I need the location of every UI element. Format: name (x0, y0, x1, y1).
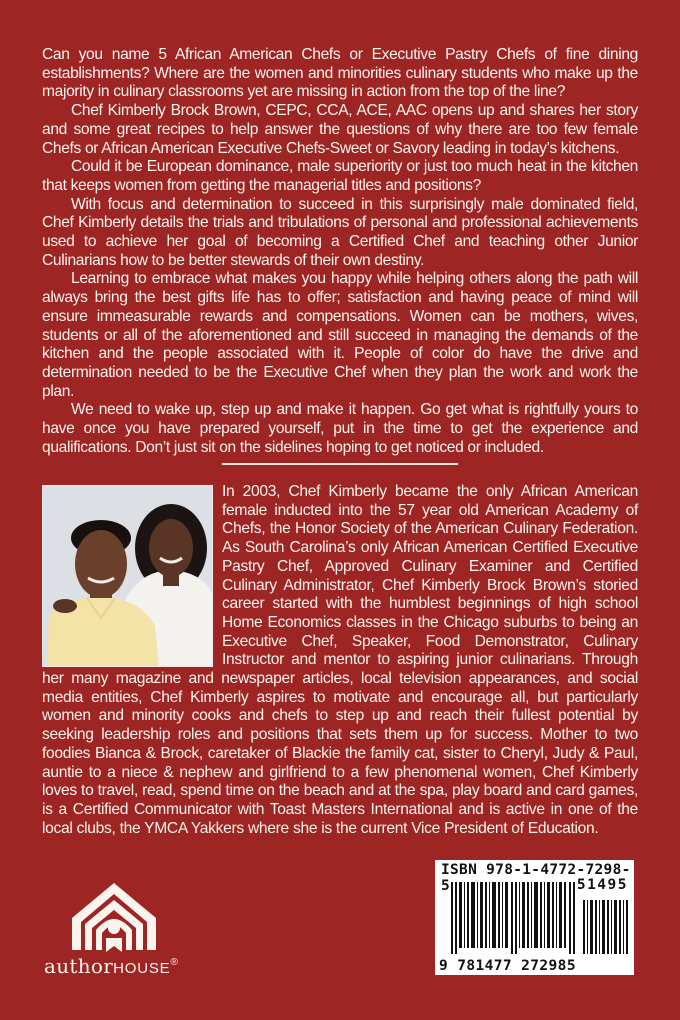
ean-bars (451, 882, 579, 954)
isbn-label: ISBN 978-1-4772-7298-5 (441, 862, 631, 894)
blurb-paragraph-5: Learning to embrace what makes you happy while helping others along the path will always bring the best gifts life has to offer; satisfaction and having peace of mind will ensure immeasurable rewards and compensations. Women can be mothers, wives, students or all of the aforementioned and still succeed in managing the demands of the kitchen and the people associated with it. People of color do have the drive and determination needed to be the Executive Chef when they plan the work and work the plan. (42, 270, 638, 400)
photo-float-spacer (42, 483, 222, 669)
isbn-barcode (435, 860, 634, 975)
blurb-paragraph-2: Chef Kimberly Brock Brown, CEPC, CCA, ACE, AAC opens up and shares her story and some great recipes to help answer the questions of why there are too few female Chefs or African American Executive Chefs-Sweet or Savory leading in today’s kitchens. (42, 102, 638, 157)
price-addon-digits: 51495 (576, 877, 628, 893)
author-bio (42, 483, 638, 838)
blurb-paragraph-4: With focus and determination to succeed in this surprisingly male dominated field, Chef Kimberly details the trials and tribulations of personal and professional achievements used to achieve her goal of becoming a Certified Chef and teaching other Junior Culinarians how to be better stewards of their own destiny. (42, 195, 638, 269)
blurb-paragraph-3: Could it be European dominance, male superiority or just too much heat in the kitchen that keeps women from getting the managerial titles and positions? (42, 158, 638, 194)
publisher-name-part2: HOUSE (113, 960, 171, 977)
blurb-paragraph-6: We need to wake up, step up and make it happen. Go get what is rightfully yours to have once you have prepared yourself, put in the time to get the experience and qualifications. Don’t just sit on the sidelines hoping to get noticed or included. (42, 401, 638, 456)
addon-bars (583, 900, 629, 954)
ean-digits: 9 781477 272985 (439, 958, 576, 974)
section-divider (222, 463, 458, 465)
publisher-name-part1: author (44, 954, 114, 978)
publisher-name (44, 954, 178, 978)
registered-mark: ® (170, 957, 178, 968)
author-bio-text: In 2003, Chef Kimberly became the only African American female inducted into the 57 year old American Academy of Chefs, the Honor Society of the American Culinary Federation. As South Carolina’s only African American Certified Executive Pastry Chef, Approved Culinary Examiner and Certified Culinary Administrator, Chef Kimberly Brock Brown’s storied career started with the humblest beginnings of high school Home Economics classes in the Chicago suburbs to being an Executive Chef, Speaker, Food Demonstrator, Culinary Instructor and mentor to aspiring junior culinarians. Through her many magazine and newspaper articles, local television appearances, and social media entities, Chef Kimberly aspires to motivate and encourage all, but particularly women and minority cooks and chefs to step up and reach their fullest potential by seeking leadership roles and positions that sets them up for success. Mother to two foodies Bianca & Brock, caretaker of Blackie the family cat, sister to Cheryl, Judy & Paul, auntie to a niece & nephew and girlfriend to a few phenomenal women, Chef Kimberly loves to travel, read, spend time on the beach and at the spa, play board and card games, is a Certified Communicator with Toast Masters International and is active in one of the local clubs, the YMCA Yakkers where she is the current Vice President of Education. (42, 483, 638, 837)
blurb-paragraph-1: Can you name 5 African American Chefs or Executive Pastry Chefs of fine dining establishments? Where are the women and minorities culinary students who make up the majority in culinary classrooms yet are missing in action from the top of the line? (42, 46, 638, 101)
back-cover-blurb (42, 46, 638, 457)
